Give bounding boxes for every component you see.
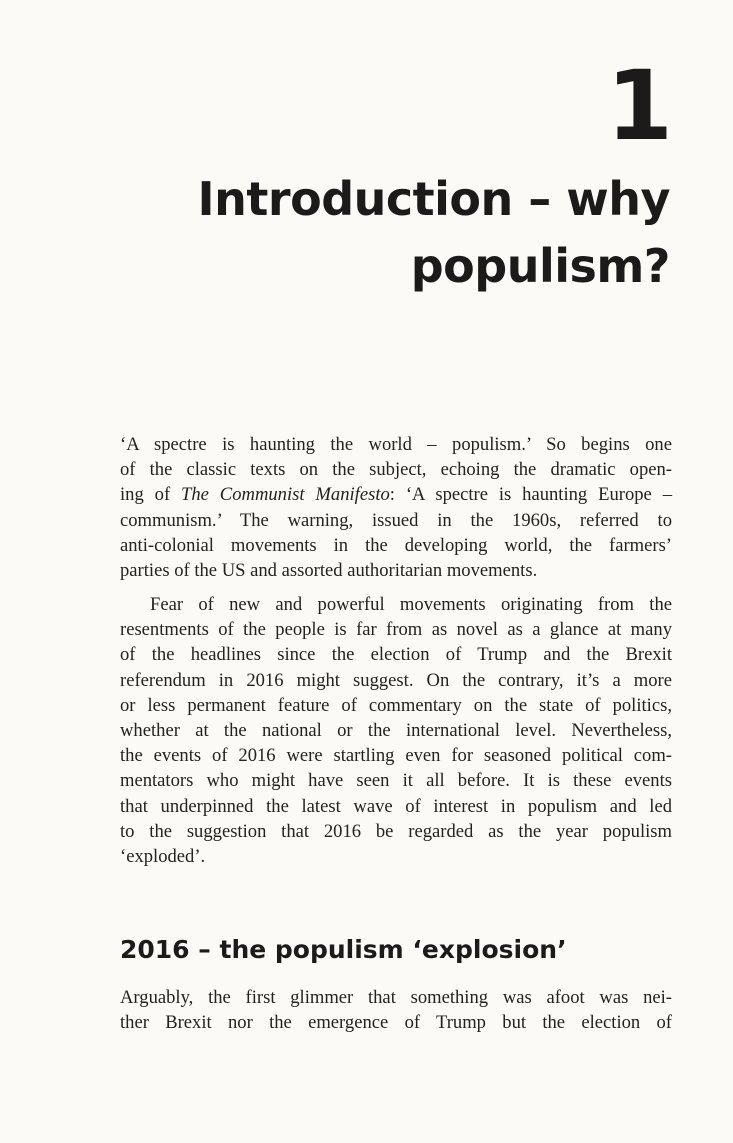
text-line: whether at the national or the international level. Nevertheless,	[120, 719, 672, 741]
text-line: Arguably, the first glimmer that something was afoot was nei-	[120, 987, 672, 1008]
text-line: mentators who might have seen it all before. It is these events	[120, 770, 672, 792]
text-line: ther Brexit nor the emergence of Trump but the election of	[120, 1012, 672, 1034]
text-line: ‘exploded’.	[120, 845, 206, 867]
section-heading: 2016 – the populism ‘explosion’	[120, 935, 567, 964]
intro-paragraph	[120, 432, 672, 583]
text-line: of the classic texts on the subject, echoing the dramatic open-	[120, 459, 672, 481]
text-line: ‘A spectre is haunting the world – populism.’ So begins one	[120, 434, 672, 455]
text-line: of the headlines since the election of Trump and the Brexit	[120, 644, 672, 666]
text-line: or less permanent feature of commentary on the state of politics,	[120, 694, 672, 716]
book-title: The Communist Manifesto	[181, 484, 390, 506]
text-line: parties of the US and assorted authoritarian movements.	[120, 559, 538, 581]
text-line: communism.’ The warning, issued in the 1960s, referred to	[120, 509, 672, 531]
text-line: to the suggestion that 2016 be regarded as the year populism	[120, 820, 672, 842]
chapter-title	[150, 166, 670, 300]
text-line	[120, 482, 672, 507]
chapter-title-line: populism?	[410, 239, 670, 293]
chapter-title-line: Introduction – why	[197, 172, 670, 226]
text-line: that underpinned the latest wave of interest in populism and led	[120, 795, 672, 817]
chapter-number: 1	[606, 50, 671, 162]
body-paragraph	[120, 985, 672, 1035]
body-paragraph	[120, 592, 672, 869]
text-fragment: ing of	[120, 484, 182, 506]
text-line: anti-colonial movements in the developing world, the farmers’	[120, 534, 672, 556]
text-fragment: : ‘A spectre is haunting Europe –	[389, 484, 673, 506]
text-line: Fear of new and powerful movements originating from the	[150, 594, 672, 615]
text-line: the events of 2016 were startling even for seasoned political com-	[120, 745, 672, 767]
text-line: resentments of the people is far from as novel as a glance at many	[120, 619, 672, 641]
text-line: referendum in 2016 might suggest. On the contrary, it’s a more	[120, 669, 672, 691]
